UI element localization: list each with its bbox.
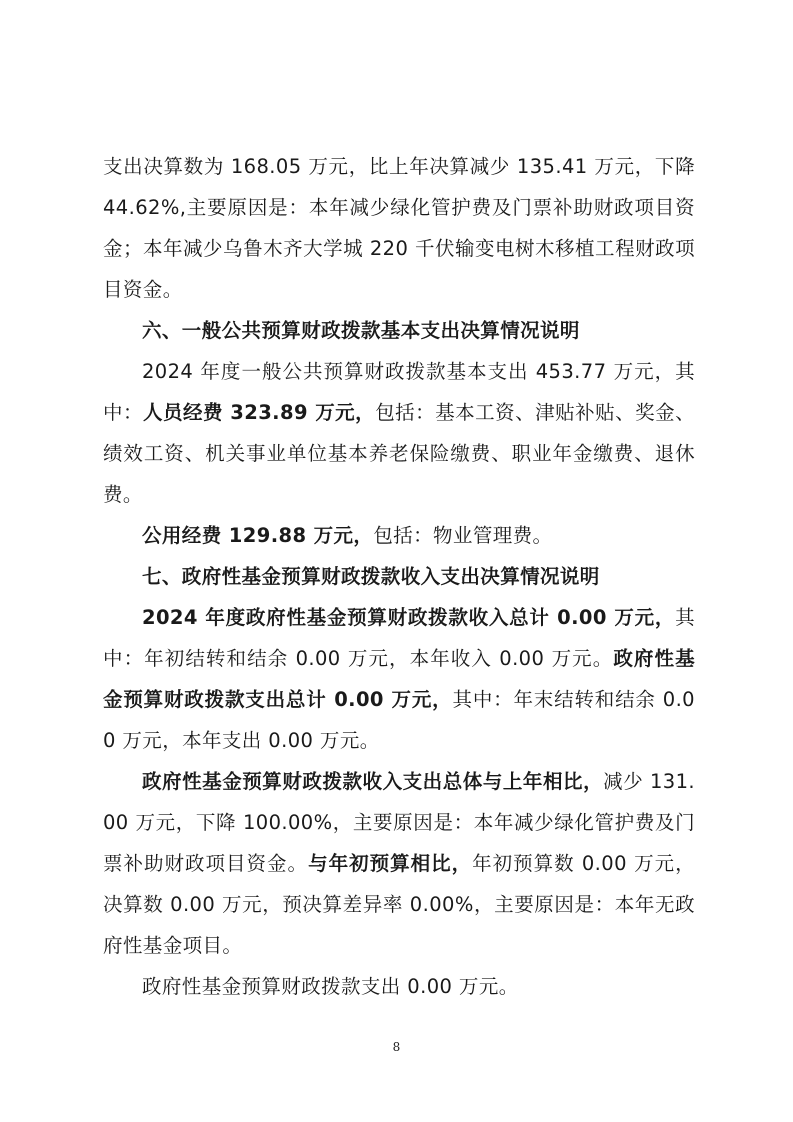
text-run-bold: 2024 年度政府性基金预算财政拨款收入总计 0.00 万元，	[142, 606, 676, 629]
section-heading-basic-expenditure	[103, 310, 695, 351]
text-run: 减少 131.00 万元，下降 100.00%，主要原因是：本年减少绿化管护费及门票补助财政项目资金。	[103, 770, 696, 875]
text-run: 政府性基金预算财政拨款支出 0.00 万元。	[142, 975, 519, 998]
text-run: 其中：年初结转和结余 0.00 万元，本年收入 0.00 万元。	[103, 606, 695, 670]
text-run-bold: 与年初预算相比，	[308, 852, 473, 875]
text-run: 支出决算数为 168.05 万元，比上年决算减少 135.41 万元，下降 44.62%,主要原因是：本年减少绿化管护费及门票补助财政项目资金；本年减少乌鲁木齐大学城 220 千伏输变电树木移植工程财政项目资金。	[103, 155, 695, 301]
heading-text: 六、一般公共预算财政拨款基本支出决算情况说明	[142, 319, 580, 342]
text-run: 包括：基本工资、津贴补贴、奖金、绩效工资、机关事业单位基本养老保险缴费、职业年金缴费、退休费。	[103, 401, 696, 506]
paragraph-government-fund-comparison	[103, 761, 695, 966]
text-run-bold: 政府性基金预算财政拨款支出总计 0.00 万元，	[103, 647, 696, 711]
paragraph-project-expenditure-cont	[103, 146, 695, 310]
text-run: 包括：物业管理费。	[373, 524, 553, 547]
section-heading-government-fund	[103, 556, 695, 597]
text-run: 年初预算数 0.00 万元，决算数 0.00 万元，预决算差异率 0.00%，主要原因是：本年无政府性基金项目。	[103, 852, 695, 957]
text-run-bold: 公用经费 129.88 万元，	[142, 524, 374, 547]
document-body	[103, 146, 695, 1007]
text-run: 2024 年度一般公共预算财政拨款基本支出 453.77 万元，其中：	[103, 360, 695, 424]
paragraph-basic-expenditure	[103, 351, 695, 515]
heading-text: 七、政府性基金预算财政拨款收入支出决算情况说明	[142, 565, 600, 588]
paragraph-public-expenses	[103, 515, 695, 556]
text-run: 其中：年末结转和结余 0.00 万元，本年支出 0.00 万元。	[103, 688, 695, 752]
page-number: 8	[392, 1040, 401, 1054]
text-run-bold: 人员经费 323.89 万元，	[143, 401, 376, 424]
paragraph-government-fund-expenditure	[103, 966, 695, 1007]
paragraph-government-fund-totals	[103, 597, 695, 761]
text-run-bold: 政府性基金预算财政拨款收入支出总体与上年相比，	[142, 770, 604, 793]
